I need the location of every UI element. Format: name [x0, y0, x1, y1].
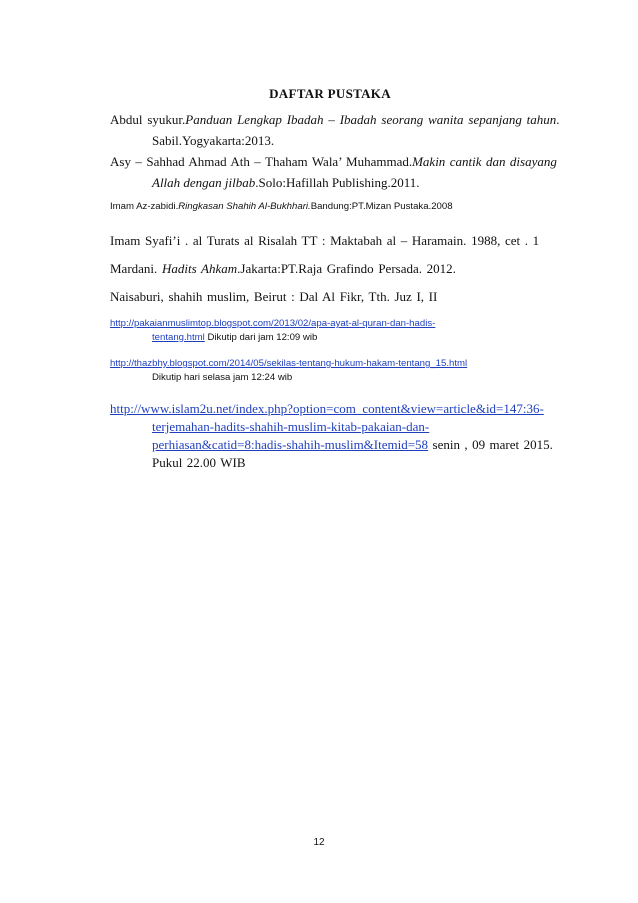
reference-title: Panduan Lengkap Ibadah – Ibadah seorang wanita sepanjang tahun [185, 112, 557, 127]
reference-entry [110, 112, 560, 149]
reference-text: Naisaburi, shahih muslim, Beirut : Dal Al Fikr, Tth. Juz I, II [110, 289, 438, 304]
reference-title: Hadits Ahkam [161, 261, 238, 276]
reference-punctuation: . [556, 112, 560, 127]
reference-link-continued[interactable]: perhiasan&catid=8:hadis-shahih-muslim&Itemid=58 [152, 437, 429, 452]
reference-note-continued: Pukul 22.00 WIB [152, 455, 246, 470]
reference-note: Dikutip hari selasa jam 12:24 wib [152, 372, 293, 383]
reference-link-continued[interactable]: terjemahan-hadits-shahih-muslim-kitab-pakaian-dan- [152, 419, 430, 434]
reference-publisher: Sabil.Yogyakarta:2013. [152, 133, 275, 148]
reference-entry [110, 318, 550, 343]
reference-publisher: .Solo:Hafillah Publishing.2011. [255, 175, 420, 190]
reference-author: Abdul syukur. [110, 112, 186, 127]
reference-title: Ringkasan Shahih Al-Bukhhari. [178, 201, 311, 212]
reference-author: Imam Az-zabidi. [110, 201, 179, 212]
reference-title: Makin cantik dan disayang [412, 154, 557, 169]
reference-entry [110, 358, 550, 383]
page-title: DAFTAR PUSTAKA [269, 86, 391, 101]
reference-entry [110, 289, 550, 305]
reference-entry [110, 233, 550, 249]
reference-link[interactable]: http://www.islam2u.net/index.php?option=com_content&view=article&id=147:36- [110, 401, 544, 416]
reference-note: senin , 09 maret 2015. [428, 437, 553, 452]
reference-entry [110, 201, 550, 212]
reference-link-continued[interactable]: tentang.html [152, 332, 205, 343]
reference-publisher: .Jakarta:PT.Raja Grafindo Persada. 2012. [237, 261, 456, 276]
reference-author: Mardani. [110, 261, 158, 276]
page-number: 12 [313, 837, 325, 848]
reference-text: Imam Syafi’i . al Turats al Risalah TT : Maktabah al – Haramain. 1988, cet . 1 [110, 233, 540, 248]
reference-link[interactable]: http://thazbhy.blogspot.com/2014/05/sekilas-tentang-hukum-hakam-tentang_15.html [110, 358, 468, 369]
reference-entry [110, 154, 557, 191]
reference-link[interactable]: http://pakaianmuslimtop.blogspot.com/2013/02/apa-ayat-al-quran-dan-hadis- [110, 318, 436, 329]
reference-note: Dikutip dari jam 12:09 wib [204, 332, 318, 343]
reference-entry [110, 261, 550, 277]
reference-entry [110, 401, 553, 471]
reference-author: Asy – Sahhad Ahmad Ath – Thaham Wala’ Muhammad. [110, 154, 413, 169]
reference-publisher: Bandung:PT.Mizan Pustaka.2008 [310, 201, 453, 212]
reference-title-continued: Allah dengan jilbab [152, 175, 256, 190]
